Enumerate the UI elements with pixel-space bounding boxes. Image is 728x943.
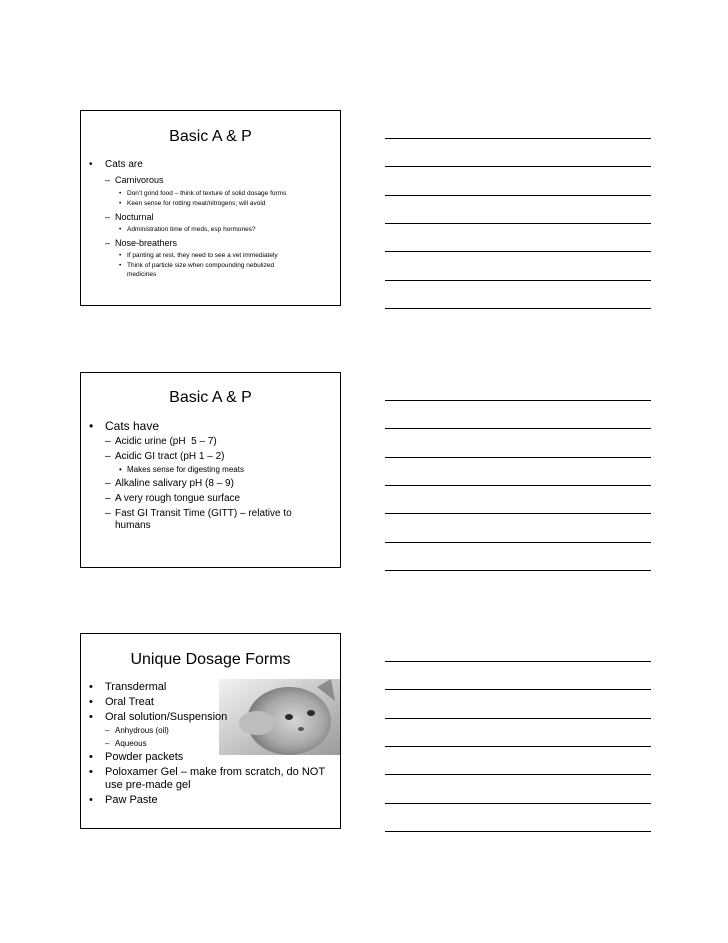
slide-body bbox=[81, 159, 340, 279]
note-line bbox=[385, 138, 651, 139]
slide-title: Unique Dosage Forms bbox=[130, 651, 291, 668]
bullet-item: – Anhydrous (oil) bbox=[81, 726, 340, 736]
bullet-item: • Keen sense for rotting meat/nitrogens; will avoid bbox=[81, 199, 340, 208]
bullet-item: • Oral Treat bbox=[81, 696, 340, 709]
bullet-item: • Powder packets bbox=[81, 751, 340, 764]
bullet-item: • Paw Paste bbox=[81, 794, 340, 807]
note-line bbox=[385, 251, 651, 252]
note-line bbox=[385, 280, 651, 281]
slide-1 bbox=[80, 110, 341, 306]
note-line bbox=[385, 166, 651, 167]
bullet-item: • Poloxamer Gel – make from scratch, do NOT use pre-made gel bbox=[81, 766, 340, 792]
bullet-item: – Acidic GI tract (pH 1 – 2) bbox=[81, 451, 340, 463]
note-line bbox=[385, 689, 651, 690]
slide-body bbox=[81, 681, 340, 807]
bullet-item: – Fast GI Transit Time (GITT) – relative to humans bbox=[81, 508, 340, 532]
bullet-item: • Oral solution/Suspension bbox=[81, 711, 340, 724]
note-line bbox=[385, 195, 651, 196]
slide-body bbox=[81, 419, 340, 532]
bullet-item: – Acidic urine (pH 5 – 7) bbox=[81, 436, 340, 448]
bullet-item: – Nocturnal bbox=[81, 212, 340, 223]
bullet-item: – A very rough tongue surface bbox=[81, 493, 340, 505]
note-line bbox=[385, 661, 651, 662]
bullet-item: – Alkaline salivary pH (8 – 9) bbox=[81, 478, 340, 490]
note-line bbox=[385, 542, 651, 543]
note-line bbox=[385, 570, 651, 571]
note-line bbox=[385, 718, 651, 719]
bullet-item: – Nose-breathers bbox=[81, 238, 340, 249]
bullet-item: • Cats have bbox=[81, 419, 340, 433]
slide-title: Basic A & P bbox=[169, 128, 252, 145]
bullet-item: – Aqueous bbox=[81, 739, 340, 749]
slide-3 bbox=[80, 633, 341, 829]
note-line bbox=[385, 513, 651, 514]
note-line bbox=[385, 774, 651, 775]
note-line bbox=[385, 831, 651, 832]
note-line bbox=[385, 428, 651, 429]
note-line bbox=[385, 457, 651, 458]
note-line bbox=[385, 803, 651, 804]
bullet-item: • Makes sense for digesting meats bbox=[81, 465, 340, 475]
bullet-item: • Transdermal bbox=[81, 681, 340, 694]
bullet-item: • If panting at rest, they need to see a vet immediately bbox=[81, 251, 340, 260]
bullet-item: – Carnivorous bbox=[81, 175, 340, 186]
bullet-item: • Don’t grind food – think of texture of solid dosage forms bbox=[81, 189, 340, 198]
bullet-item: • Administration time of meds, esp hormones? bbox=[81, 225, 340, 234]
slide-2 bbox=[80, 372, 341, 568]
note-line bbox=[385, 746, 651, 747]
bullet-item: • Think of particle size when compounding nebulized medicines bbox=[81, 261, 340, 279]
note-line bbox=[385, 400, 651, 401]
note-line bbox=[385, 308, 651, 309]
bullet-item: • Cats are bbox=[81, 159, 340, 171]
slide-title: Basic A & P bbox=[169, 389, 252, 406]
note-line bbox=[385, 223, 651, 224]
note-line bbox=[385, 485, 651, 486]
